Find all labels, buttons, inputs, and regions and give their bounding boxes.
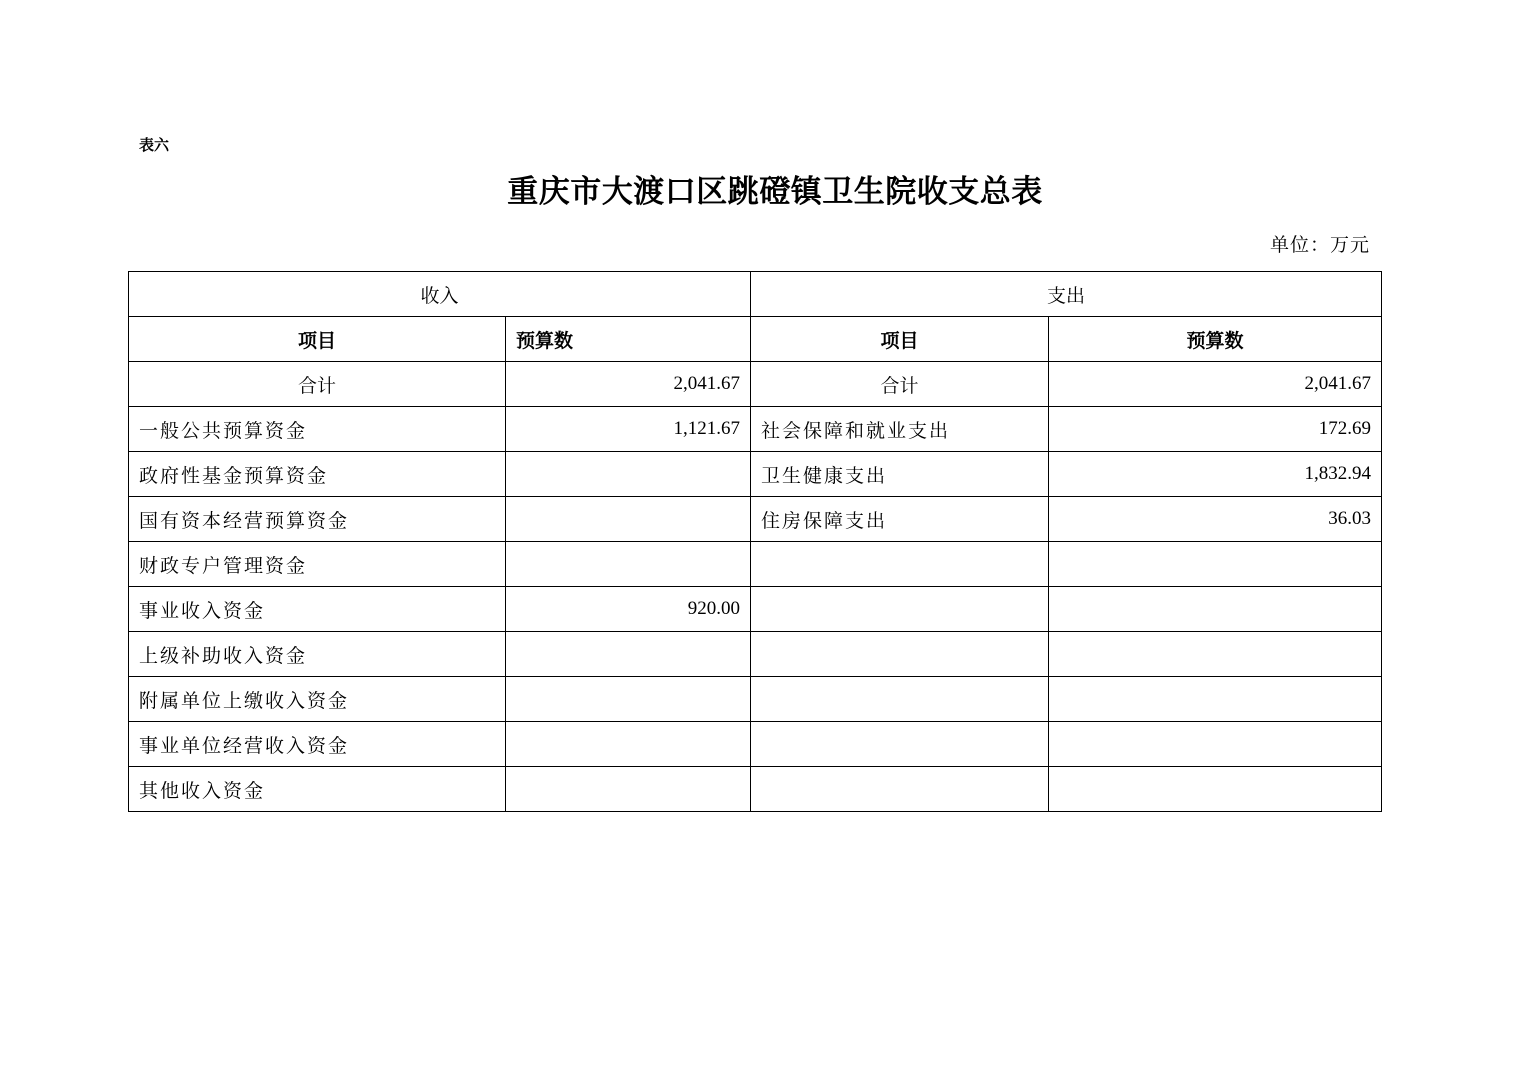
income-value-cell bbox=[506, 677, 751, 722]
expense-value-cell bbox=[1049, 722, 1382, 767]
expense-value-cell bbox=[1049, 677, 1382, 722]
income-value-cell bbox=[506, 452, 751, 497]
income-total-label: 合计 bbox=[129, 362, 506, 407]
income-item-cell: 事业收入资金 bbox=[129, 587, 506, 632]
table-row bbox=[129, 677, 1382, 722]
income-item-header: 项目 bbox=[129, 317, 506, 362]
income-item-cell: 附属单位上缴收入资金 bbox=[129, 677, 506, 722]
expense-section-header: 支出 bbox=[751, 272, 1382, 317]
data-rows bbox=[129, 407, 1382, 812]
table-row bbox=[129, 767, 1382, 812]
income-budget-header: 预算数 bbox=[506, 317, 751, 362]
income-total-value: 2,041.67 bbox=[506, 362, 751, 407]
table-row bbox=[129, 497, 1382, 542]
income-value-cell: 1,121.67 bbox=[506, 407, 751, 452]
expense-item-cell bbox=[751, 542, 1049, 587]
income-expense-table bbox=[128, 271, 1382, 812]
income-item-cell: 事业单位经营收入资金 bbox=[129, 722, 506, 767]
income-value-cell bbox=[506, 632, 751, 677]
expense-item-cell bbox=[751, 587, 1049, 632]
income-item-cell: 一般公共预算资金 bbox=[129, 407, 506, 452]
expense-value-cell: 36.03 bbox=[1049, 497, 1382, 542]
unit-label: 单位：万元 bbox=[1269, 234, 1370, 256]
expense-value-cell bbox=[1049, 587, 1382, 632]
expense-total-label: 合计 bbox=[751, 362, 1049, 407]
table-label: 表六 bbox=[139, 136, 170, 154]
section-header-row bbox=[129, 272, 1382, 317]
table-row bbox=[129, 632, 1382, 677]
page-title: 重庆市大渡口区跳磴镇卫生院收支总表 bbox=[507, 174, 1043, 210]
expense-value-cell: 172.69 bbox=[1049, 407, 1382, 452]
expense-item-cell bbox=[751, 722, 1049, 767]
income-value-cell bbox=[506, 497, 751, 542]
expense-item-cell: 卫生健康支出 bbox=[751, 452, 1049, 497]
table-row bbox=[129, 722, 1382, 767]
income-section-header: 收入 bbox=[129, 272, 751, 317]
table-row bbox=[129, 407, 1382, 452]
expense-item-cell: 社会保障和就业支出 bbox=[751, 407, 1049, 452]
expense-budget-header: 预算数 bbox=[1049, 317, 1382, 362]
expense-value-cell bbox=[1049, 542, 1382, 587]
table-row bbox=[129, 587, 1382, 632]
expense-item-cell: 住房保障支出 bbox=[751, 497, 1049, 542]
income-item-cell: 其他收入资金 bbox=[129, 767, 506, 812]
column-header-row bbox=[129, 317, 1382, 362]
expense-value-cell bbox=[1049, 767, 1382, 812]
income-value-cell bbox=[506, 542, 751, 587]
table-row bbox=[129, 452, 1382, 497]
expense-item-cell bbox=[751, 767, 1049, 812]
income-item-cell: 政府性基金预算资金 bbox=[129, 452, 506, 497]
income-value-cell bbox=[506, 767, 751, 812]
income-item-cell: 国有资本经营预算资金 bbox=[129, 497, 506, 542]
expense-value-cell: 1,832.94 bbox=[1049, 452, 1382, 497]
income-item-cell: 财政专户管理资金 bbox=[129, 542, 506, 587]
income-value-cell bbox=[506, 722, 751, 767]
total-row bbox=[129, 362, 1382, 407]
expense-value-cell bbox=[1049, 632, 1382, 677]
table-row bbox=[129, 542, 1382, 587]
income-item-cell: 上级补助收入资金 bbox=[129, 632, 506, 677]
expense-item-cell bbox=[751, 677, 1049, 722]
expense-item-cell bbox=[751, 632, 1049, 677]
expense-item-header: 项目 bbox=[751, 317, 1049, 362]
income-value-cell: 920.00 bbox=[506, 587, 751, 632]
expense-total-value: 2,041.67 bbox=[1049, 362, 1382, 407]
